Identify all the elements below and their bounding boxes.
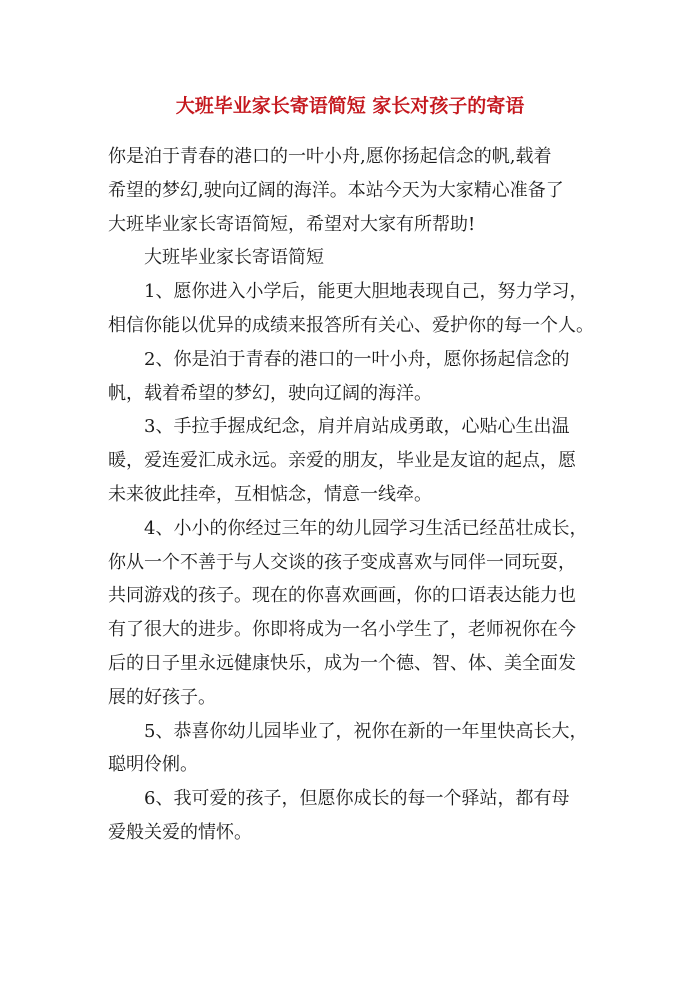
item-5-line-1: 5、恭喜你幼儿园毕业了，祝你在新的一年里快高长大，: [144, 720, 588, 742]
item-4-line-2: 你从一个不善于与人交谈的孩子变成喜欢与同伴一同玩耍，: [108, 551, 576, 573]
item-2-line-2: 帆，载着希望的梦幻，驶向辽阔的海洋。: [108, 382, 432, 404]
item-1-line-1: 1、愿你进入小学后，能更大胆地表现自己，努力学习，: [144, 281, 588, 303]
intro-line: 希望的梦幻,驶向辽阔的海洋。本站今天为大家精心准备了: [108, 179, 564, 201]
item-1-line-2: 相信你能以优异的成绩来报答所有关心、爱护你的每一个人。: [108, 314, 594, 336]
intro-line: 你是泊于青春的港口的一叶小舟,愿你扬起信念的帆,载着: [108, 146, 552, 167]
item-4-line-1: 4、小小的你经过三年的幼儿园学习生活已经茁壮成长，: [144, 517, 588, 539]
item-3-line-1: 3、手拉手握成纪念，肩并肩站成勇敢，心贴心生出温: [144, 416, 570, 438]
item-3-line-2: 暖，爱连爱汇成永远。亲爱的朋友，毕业是友谊的起点，愿: [108, 450, 576, 472]
item-3-line-3: 未来彼此挂牵，互相惦念，情意一线牵。: [108, 483, 432, 505]
item-5-line-2: 聪明伶俐。: [108, 754, 198, 776]
document-body: [108, 140, 608, 850]
section-subheading: 大班毕业家长寄语简短: [144, 247, 324, 269]
item-4-line-3: 共同游戏的孩子。现在的你喜欢画画，你的口语表达能力也: [108, 585, 576, 607]
item-4-line-4: 有了很大的进步。你即将成为一名小学生了，老师祝你在今: [108, 619, 576, 641]
intro-line: 大班毕业家长寄语简短，希望对大家有所帮助!: [108, 213, 476, 235]
item-6-line-2: 爱般关爱的情怀。: [108, 821, 252, 843]
item-4-line-5: 后的日子里永远健康快乐，成为一个德、智、体、美全面发: [108, 652, 576, 674]
item-4-line-6: 展的好孩子。: [108, 686, 216, 708]
document-title: 大班毕业家长寄语简短 家长对孩子的寄语: [175, 95, 525, 117]
item-6-line-1: 6、我可爱的孩子，但愿你成长的每一个驿站，都有母: [144, 788, 570, 810]
item-2-line-1: 2、你是泊于青春的港口的一叶小舟，愿你扬起信念的: [144, 348, 570, 370]
